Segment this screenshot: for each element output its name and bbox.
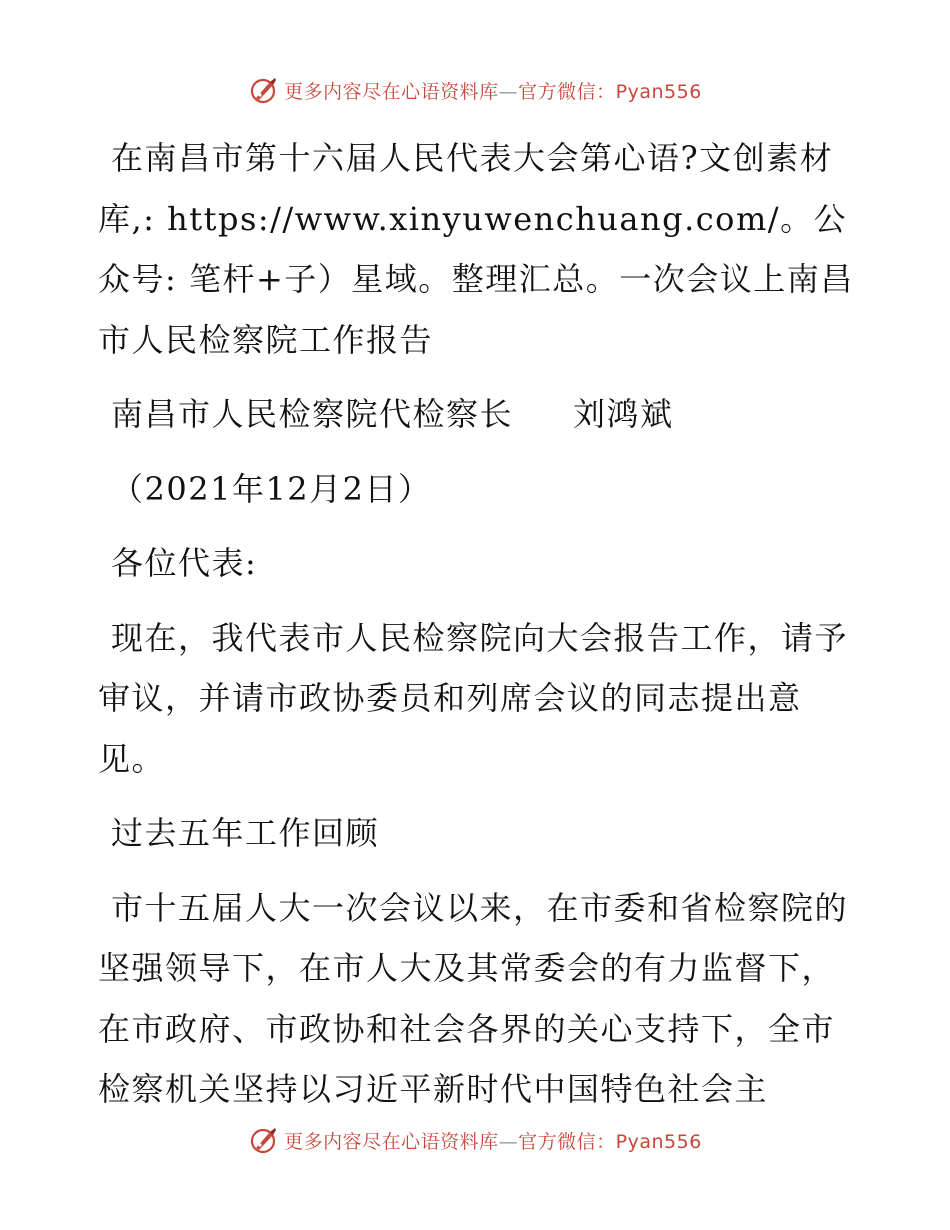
intro-paragraph: 现在，我代表市人民检察院向大会报告工作，请予审议，并请市政协委员和列席会议的同志提出意见。: [98, 618, 849, 778]
header-banner-wechat: 官方微信：Pyan556: [518, 80, 702, 103]
footer-banner: [0, 1120, 950, 1160]
signer-name: 刘鸿斌: [573, 395, 674, 433]
footer-banner-main: 更多内容尽在心语资料库: [284, 1130, 499, 1153]
section-heading: 过去五年工作回顾: [111, 814, 380, 852]
signer-title: 南昌市人民检察院代检察长: [111, 395, 514, 433]
header-banner-dash: —: [498, 80, 519, 103]
footer-banner-wechat: 官方微信：Pyan556: [518, 1130, 702, 1153]
header-banner-text: [284, 77, 702, 104]
quill-logo-icon: [248, 1124, 280, 1156]
salutation: 各位代表:: [111, 544, 258, 582]
footer-banner-dash: —: [498, 1130, 519, 1153]
report-date: （2021年12月2日）: [111, 469, 432, 508]
footer-banner-text: [284, 1127, 702, 1154]
quill-logo-icon: [248, 74, 280, 106]
signer-line: [98, 384, 858, 445]
header-banner-main: 更多内容尽在心语资料库: [284, 80, 499, 103]
header-banner: [0, 70, 950, 110]
document-title: 在南昌市第十六届人民代表大会第心语?文创素材库,: https://www.xinyuwenchuang.com/。公众号: 笔杆+子）星域。整理汇总。一次会议上南昌市人民检察院工作报告: [98, 139, 854, 359]
body-paragraph: 市十五届人大一次会议以来，在市委和省检察院的坚强领导下，在市人大及其常委会的有力监督下，在市政府、市政协和社会各界的关心支持下，全市检察机关坚持以习近平新时代中国特色社会主: [98, 888, 849, 1108]
footer-banner-inner: [248, 1124, 702, 1156]
document-body: [98, 128, 858, 1134]
header-banner-inner: [248, 74, 702, 106]
